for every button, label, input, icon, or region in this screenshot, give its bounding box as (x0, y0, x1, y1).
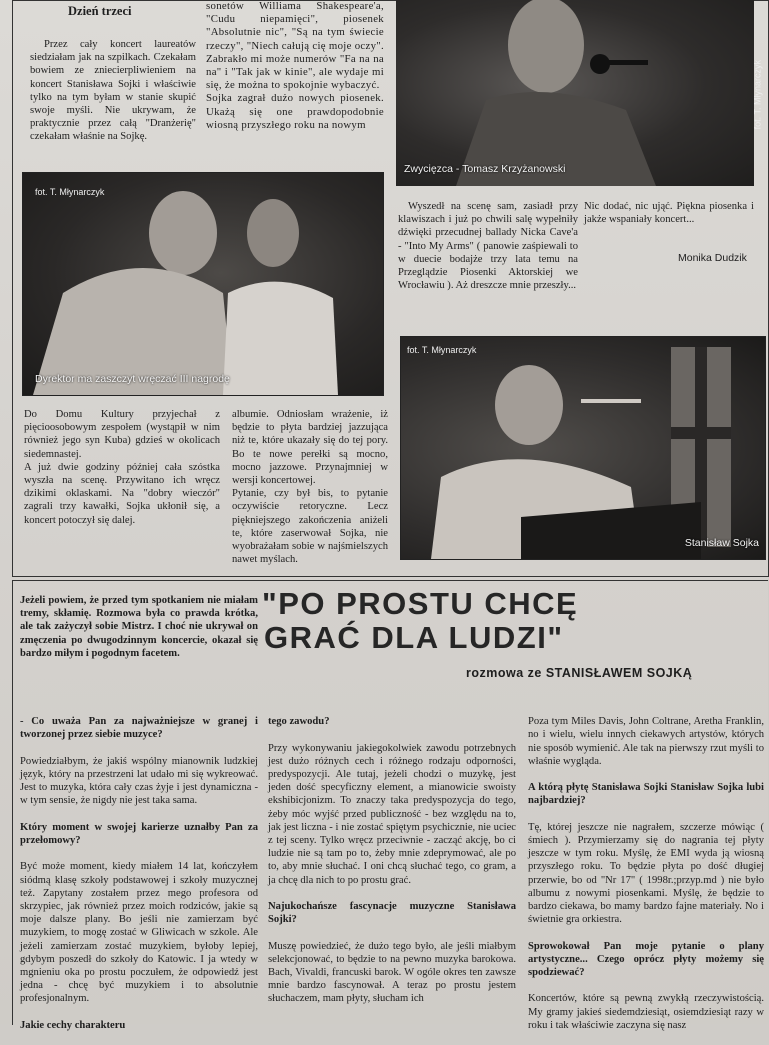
winner-photo (396, 0, 762, 186)
question-2: Który moment w swojej karierze uznałby Pan za przełomowy? (20, 821, 258, 847)
answer-3: Przy wykonywaniu jakiegokolwiek zawodu potrzebnych jest dużo różnych cech i różnego rodzaju odporności, predyspozycji. Ale tutaj, jeżeli chodzi o muzykę, jest jeden dość specyficzny element, a mianowicie swoisty ekshibicjonizm. To znaczy taka predyspozycja do tego, żeby móc wyjść przed publiczność - bez względu na to, jak jest liczna - i nie zostać spiętym psychicznie, nie uciec z tej sceny. Tylko wręcz przeciwnie - zacząć akcję, bo ci ludzie nie są tam po to, żeby mnie zdeprymować, ale po to, aby mnie słuchać. I oni chcą słuchać tego, co gram, a ja chcę dla nich to po prostu grać. (268, 742, 516, 886)
answer-5: Tę, której jeszcze nie nagrałem, szczerze mówiąc ( śmiech ). Przymierzamy się do nagrania tej płyty jeszcze w tym roku. Myślę, że EMI wyda ją wiosną przyszłego roku. To będzie płyta po dość długiej przerwie, bo od "Nr 17" ( 1998r.;przyp.md ) nie było albumu z nowymi piosenkami. Myślę, że będzie to bardzo ciekawa, bo mamy bardzo fajne materiały. No i świetnie gra orkiestra. (528, 821, 764, 926)
answer-1: Powiedziałbym, że jakiś wspólny mianownik ludzkiej język, który na przestrzeni lat udało mi się wykreować. Jest to muzyka, która cały czas żyje i jest dynamiczna - w tym sensie, że nigdy nie jest taka sama. (20, 755, 258, 807)
question-5: A którą płytę Stanisława Sojki Stanisław Sojka lubi najbardziej? (528, 782, 764, 807)
award-photo-caption: Dyrektor ma zaszczyt wręczać III nagrodę (35, 373, 230, 385)
answer-6: Koncertów, które są pewną zwykłą rzeczywistością. My gramy jakieś siedemdziesiąt, osiemdziesiąt razy w roku i tak właściwie zaczyna się nasz (528, 993, 764, 1031)
question-3-end: tego zawodu? (268, 716, 330, 728)
award-photo (22, 172, 384, 396)
interview-col3 (528, 702, 764, 1045)
answer-4: Muszę powiedzieć, że dużo tego było, ale jeśli miałbym selekcjonować, to będzie to na pewno muzyka barokowa. Bach, Vivaldi, francuski barok. W ogóle okres ten zawsze mnie bardzo fascynował. A teraz po prostu jestem słuchaczem, mam płyty, słucham ich (268, 940, 516, 1005)
answer-2: Być może moment, kiedy miałem 14 lat, kończyłem siódmą klasę szkoły podstawowej i szkoły muzycznej też. Zapytany zostałem przez mego profesora od skrzypiec, jak również przez moich rodziców, jakie są moje dalsze plany. Bo jeśli nie zamierzam być muzykiem, to mogę zostać w Gliwicach w szkole. Ale jeżeli zamierzam zostać muzykiem, byłoby lepiej, gdybym poszedł do szkoły do Katowic. I ja wtedy w mgnieniu oka po prostu poczułem, że odpowiedź jest jedna - chcę być muzykiem i to absolutnie profesjonalnym. (20, 861, 258, 1005)
interview-lead: Jeżeli powiem, że przed tym spotkaniem nie miałam tremy, skłamię. Rozmowa była co prawda krótka, ale tak zażyczył sobie Mistrz. I choć nie ukrywał on zmęczenia po dwugodzinnym koncercie, okazał się bardzo miłym i pogodnym facetem. (20, 595, 258, 659)
question-6: Sprowokował Pan moje pytanie o plany artystyczne... Czego oprócz płyty możemy się spodziewać? (528, 940, 764, 979)
sojka-photo-illustration (401, 337, 765, 559)
article-col2-text: sonetów Williama Shakespeare'a, "Cudu niepamięci", piosenek "Absolutnie nic", "Są na tym świecie rzeczy", "Niech całują cię moje oczy". Zabrakło mi może numerów "Fa na na na" i "Tak jak w kinie", ale wydaje mi się, że można to spokojnie wybaczyć. Sojka zagrał dużo nowych piosenek. Ukażą się one prawdopodobnie wiosną przyszłego roku na nowym (206, 0, 384, 131)
winner-photo-illustration (396, 0, 754, 186)
interview-headline-line2: GRAĆ DLA LUDZI" (264, 620, 564, 655)
article-col3a-text: Wyszedł na scenę sam, zasiadł przy klawiszach i już po chwili salę wypełniły dźwięki przecudnej ballady Nicka Cave'a - "Into My Arms" ( panowie zaśpiewali to w duecie bodajże trzy lata temu na Przeglądzie Piosenki Aktorskiej we Wrocławiu ). Aż dreszcze mnie przeszły... (398, 201, 578, 292)
question-4: Najukochańsze fascynacje muzyczne Stanisława Sojki? (268, 901, 516, 926)
interview-headline-line1: "PO PROSTU CHCĘ (262, 586, 579, 621)
article-heading: Dzień trzeci (68, 4, 132, 18)
interview-subline: rozmowa ze STANISŁAWEM SOJKĄ (466, 666, 693, 680)
question-1: - Co uważa Pan za najważniejsze w granej i tworzonej przez siebie muzyce? (20, 716, 258, 741)
interview-col2 (268, 702, 516, 1019)
winner-photo-credit: fot. T. Młynarczyk (752, 60, 762, 130)
award-photo-illustration (23, 173, 383, 395)
answer-4-cont: Poza tym Miles Davis, John Coltrane, Aretha Franklin, no i wielu, wielu innych ciekawych artystów, których nie sposób wymienić. Ale tak na pierwszy rzut myśli to właśnie wygląda. (528, 716, 764, 767)
article-lower1-text: Do Domu Kultury przyjechał z pięcioosobowym zespołem (wystąpił w nim również jego syn Kuba) gdzieś w okolicach siedemnastej. A już dwie godziny później cała szóstka wyszła na scenę. Przywitano ich wręcz dzikimi oklaskami. Na "dobry wieczór" zagrali trzy kawałki, Sojka ukłonił się, a koncert potoczył się dalej. (24, 409, 220, 526)
article-author: Monika Dudzik (678, 252, 747, 264)
article-lower2-text: albumie. Odniosłam wrażenie, iż będzie to płyta bardziej jazzująca niż te, które ukazały się do tej pory. Bo te nowe perełki są mocno, mocno jazzowe. Przynajmniej w wersji koncertowej. Pytanie, czy był bis, to pytanie oczywiście retoryczne. Lecz piękniejszego zakończenia aniżeli te, które zaserwował Sojka, nie wyobrażałam sobie w najśmielszych nawet myślach. (232, 409, 388, 566)
sojka-photo-caption: Stanisław Sojka (684, 537, 759, 549)
sojka-photo (400, 336, 766, 560)
article-col1-text: Przez cały koncert laureatów siedziałam jak na szpilkach. Czekałam bowiem ze zniecierpliwieniem na koncert Stanisława Sojki i właściwie tylko na tym byłam w stanie skupić swoje myśli. Nie ukrywam, że praktycznie przez całą "Dranżerię" czekałam właśnie na Sojkę. (30, 39, 196, 143)
winner-photo-caption: Zwycięzca - Tomasz Krzyżanowski (404, 163, 566, 175)
article-col3b-text: Nic dodać, nic ująć. Piękna piosenka i jakże wspaniały koncert... (584, 201, 754, 226)
interview-col1 (20, 702, 258, 1045)
sojka-photo-credit: fot. T. Młynarczyk (407, 345, 477, 355)
award-photo-credit: fot. T. Młynarczyk (35, 187, 105, 197)
question-3-start: Jakie cechy charakteru (20, 1019, 126, 1031)
